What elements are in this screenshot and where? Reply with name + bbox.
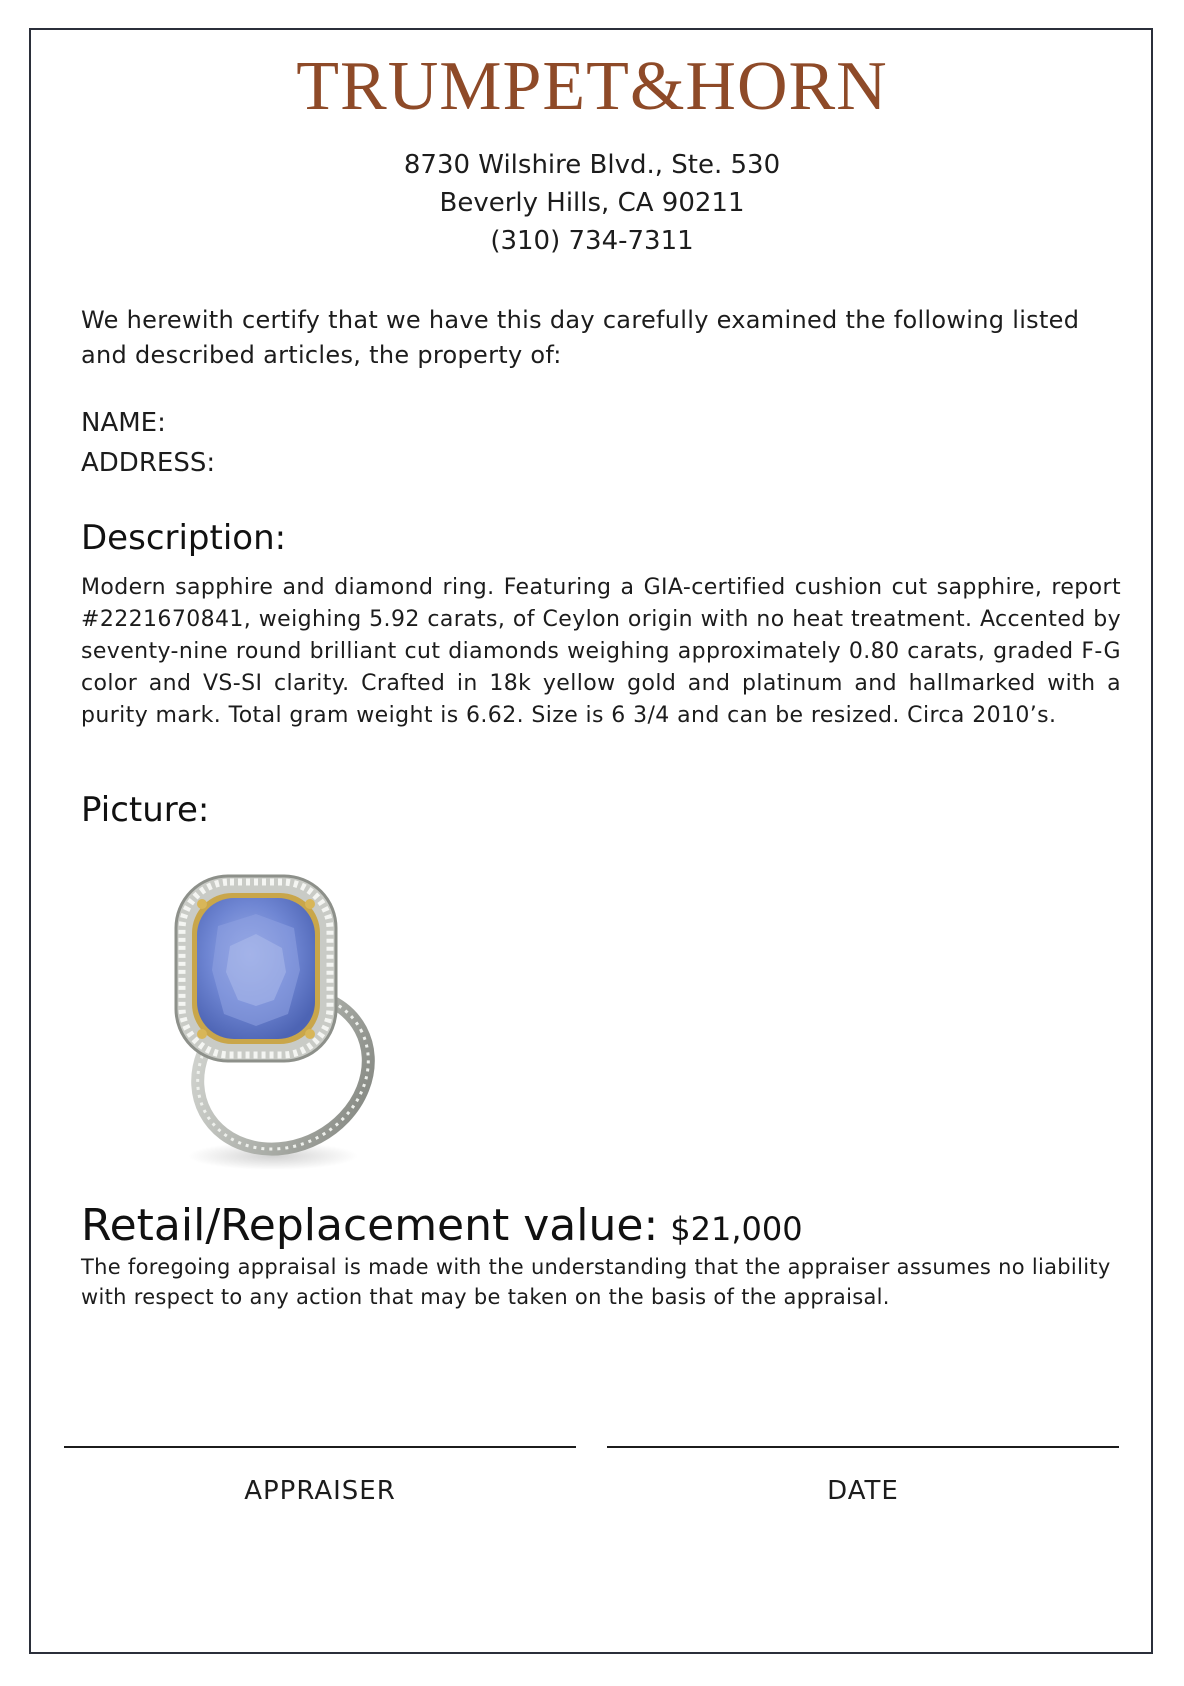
document-border — [29, 28, 1153, 1654]
picture-heading: Picture: — [81, 790, 210, 830]
disclaimer-text: The foregoing appraisal is made with the understanding that the appraiser assumes no liability with respect to any action that may be taken on the basis of the appraisal. — [81, 1255, 1111, 1309]
certification-statement: We herewith certify that we have this day carefully examined the following listed and described articles, the property of: — [81, 306, 1080, 369]
description-heading: Description: — [81, 518, 287, 558]
name-label: NAME: — [81, 408, 166, 438]
company-address — [0, 146, 1184, 260]
date-label: DATE — [827, 1476, 899, 1506]
ring-photo — [158, 866, 418, 1176]
appraiser-signature-line — [64, 1446, 576, 1448]
value-row — [81, 1200, 803, 1251]
date-signature-line — [607, 1446, 1119, 1448]
address-street: 8730 Wilshire Blvd., Ste. 530 — [403, 150, 781, 180]
address-label: ADDRESS: — [81, 448, 216, 478]
value-amount: $21,000 — [670, 1210, 803, 1248]
company-phone: (310) 734-7311 — [490, 226, 694, 256]
appraiser-label: APPRAISER — [244, 1476, 396, 1506]
description-text: Modern sapphire and diamond ring. Featuring a GIA-certified cushion cut sapphire, report #2221670841, weighing 5.92 carats, of Ceylon origin with no heat treatment. Accented by seventy-nine round brilliant cut diamonds weighing approximately 0.80 carats, graded F-G color and VS-SI clarity. Crafted in 18k yellow gold and platinum and hallmarked with a purity mark. Total gram weight is 6.62. Size is 6 3/4 and can be resized. Circa 2010’s. — [81, 575, 1121, 728]
value-label: Retail/Replacement value: — [81, 1200, 659, 1251]
address-city: Beverly Hills, CA 90211 — [439, 188, 745, 218]
company-logo: TRUMPET&HORN — [296, 48, 888, 125]
